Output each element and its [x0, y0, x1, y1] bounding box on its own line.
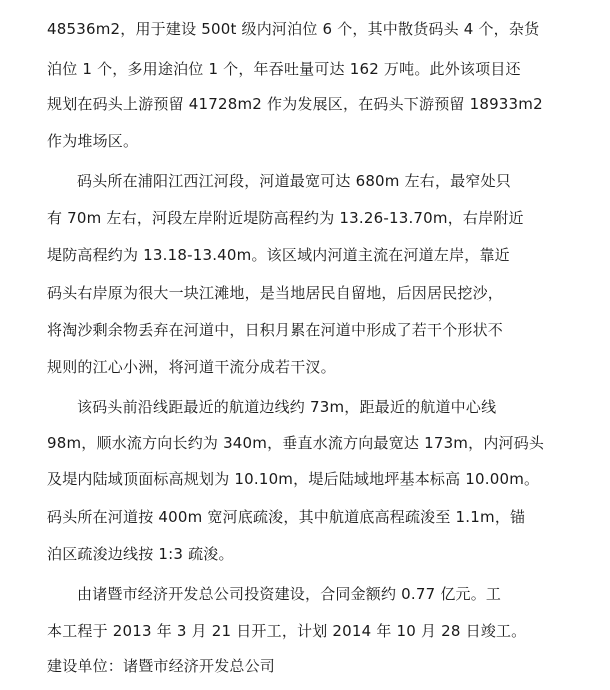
text-line: 泊区疏浚边线按 1:3 疏浚。 [47, 545, 234, 563]
text-line: 码头所在浦阳江西江河段，河道最宽可达 680m 左右，最窄处只 [77, 172, 511, 190]
text-line: 码头右岸原为很大一块江滩地，是当地居民自留地，后因居民挖沙， [47, 284, 504, 302]
text-line: 建设单位：诸暨市经济开发总公司 [47, 657, 276, 675]
text-line: 泊位 1 个，多用途泊位 1 个，年吞吐量可达 162 万吨。此外该项目还 [47, 60, 521, 78]
text-line: 作为堆场区。 [47, 132, 139, 150]
text-line: 48536m2，用于建设 500t 级内河泊位 6 个，其中散货码头 4 个，杂货 [47, 20, 540, 38]
text-line: 该码头前沿线距最近的航道边线约 73m，距最近的航道中心线 [77, 398, 497, 416]
text-line: 本工程于 2013 年 3 月 21 日开工，计划 2014 年 10 月 28 日竣工。 [47, 622, 527, 640]
text-line: 码头所在河道按 400m 宽河底疏浚，其中航道底高程疏浚至 1.1m，锚 [47, 508, 526, 526]
text-line: 由诸暨市经济开发总公司投资建设，合同金额约 0.77 亿元。工 [77, 585, 502, 603]
text-line: 有 70m 左右，河段左岸附近堤防高程约为 13.26-13.70m，右岸附近 [47, 209, 524, 227]
text-line: 规划在码头上游预留 41728m2 作为发展区，在码头下游预留 18933m2 [47, 95, 543, 113]
text-line: 堤防高程约为 13.18-13.40m。该区域内河道主流在河道左岸，靠近 [47, 246, 510, 264]
text-line: 98m，顺水流方向长约为 340m，垂直水流方向最宽达 173m，内河码头 [47, 434, 545, 452]
text-line: 将淘沙剩余物丢弃在河道中，日积月累在河道中形成了若干个形状不 [47, 321, 504, 339]
text-line: 规则的江心小洲，将河道干流分成若干汊。 [47, 358, 336, 376]
text-line: 及堤内陆域顶面标高规划为 10.10m，堤后陆域地坪基本标高 10.00m。 [47, 470, 540, 488]
